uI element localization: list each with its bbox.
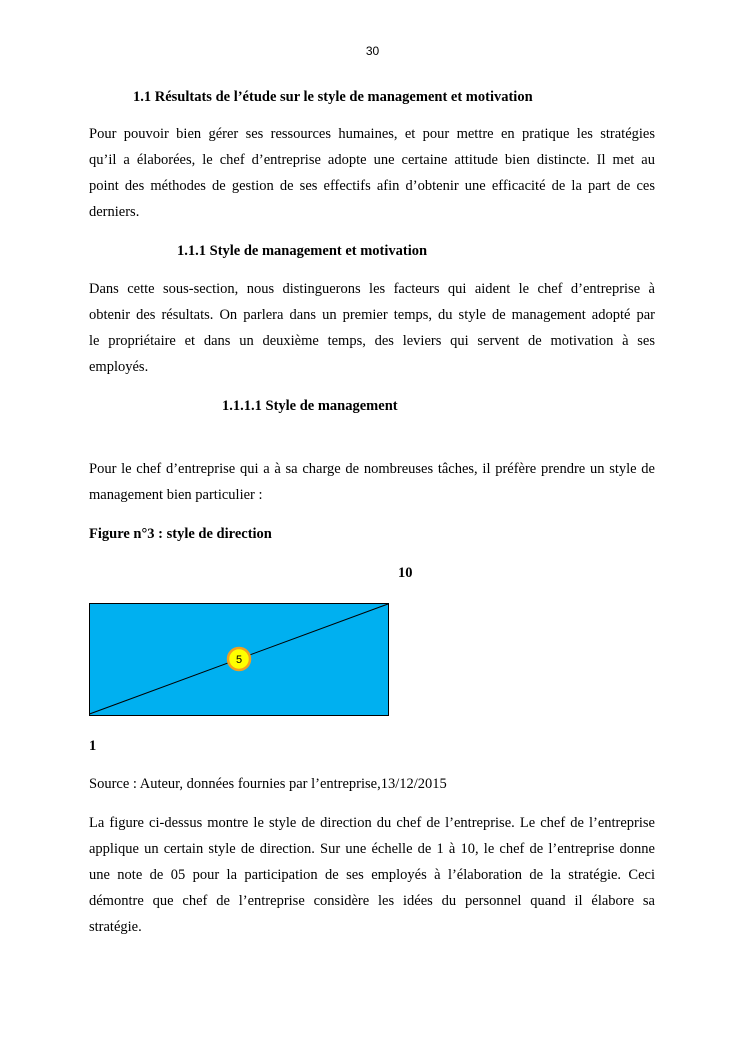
paragraph-line: démontre que chef de l’entreprise considère les idées du personnel quand il élabore sa [89, 893, 655, 909]
score-marker [228, 648, 250, 670]
paragraph-line: une note de 05 pour la participation de ses employés à l’élaboration de la stratégie. Ceci [89, 867, 655, 883]
section-1-1-paragraph [89, 121, 655, 225]
section-heading-1-1-1: 1.1.1 Style de management et motivation [177, 243, 428, 259]
paragraph-line: point des méthodes de gestion de ses effectifs afin d’obtenir une efficacité de la part de ces [89, 178, 655, 194]
section-heading-1-1-1-1: 1.1.1.1 Style de management [222, 398, 398, 414]
conclusion-paragraph [89, 810, 655, 940]
section-heading-1-1: 1.1 Résultats de l’étude sur le style de management et motivation [133, 89, 533, 105]
paragraph-line: obtenir des résultats. On parlera dans un premier temps, du style de management adopté par [89, 307, 655, 323]
page-number: 30 [365, 44, 380, 58]
paragraph-line: employés. [89, 359, 149, 375]
paragraph-line: derniers. [89, 204, 140, 220]
paragraph-line: qu’il a élaborées, le chef d’entreprise adopte une certaine attitude bien distincte. Il met au [89, 152, 655, 168]
figure-top-label: 10 [398, 565, 413, 581]
paragraph-line: management bien particulier : [89, 487, 263, 503]
section-1-1-1-1-paragraph [89, 456, 655, 508]
section-1-1-1-paragraph [89, 276, 655, 380]
management-style-figure [89, 603, 389, 716]
paragraph-line: applique un certain style de direction. Sur une échelle de 1 à 10, le chef de l’entreprise donne [89, 841, 655, 857]
paragraph-line: La figure ci-dessus montre le style de direction du chef de l’entreprise. Le chef de l’entreprise [89, 815, 655, 831]
score-marker-label: 5 [235, 654, 243, 666]
paragraph-line: Dans cette sous-section, nous distinguerons les facteurs qui aident le chef d’entreprise à [89, 281, 655, 297]
paragraph-line: stratégie. [89, 919, 142, 935]
paragraph-line: Pour le chef d’entreprise qui a à sa charge de nombreuses tâches, il préfère prendre un style de [89, 461, 655, 477]
paragraph-line: le propriétaire et dans un deuxième temps, des leviers qui servent de motivation à ses [89, 333, 655, 349]
figure-bottom-label: 1 [89, 738, 97, 754]
paragraph-line: Pour pouvoir bien gérer ses ressources humaines, et pour mettre en pratique les stratégies [89, 126, 655, 142]
figure-caption: Figure n°3 : style de direction [89, 526, 272, 542]
figure-source: Source : Auteur, données fournies par l’entreprise,13/12/2015 [89, 776, 447, 792]
